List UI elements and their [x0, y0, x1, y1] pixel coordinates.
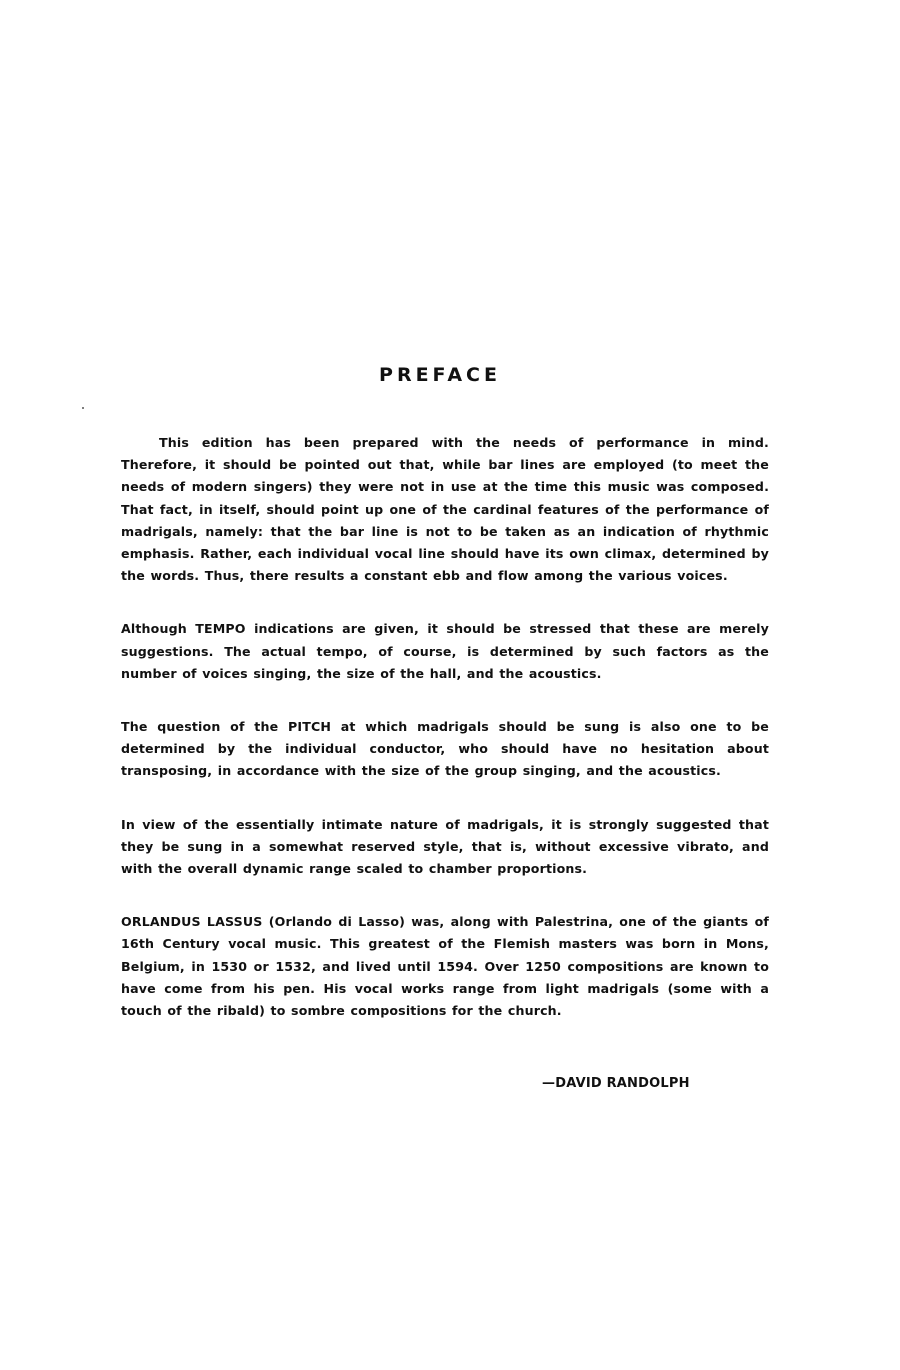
- page-title: PREFACE: [379, 364, 501, 386]
- paragraph-style: In view of the essentially intimate nature of madrigals, it is strongly suggested that they be sung in a somewhat reserved style, that is, without excessive vibrato, and with the overall dynamic range scaled to chamber proportions.: [121, 816, 769, 877]
- paragraph-lassus: ORLANDUS LASSUS (Orlando di Lasso) was, along with Palestrina, one of the giants of 16th Century vocal music. This greatest of the Flemish masters was born in Mons, Belgium, in 1530 or 1532, and lived until 1594. Over 1250 compositions are known to have come from his pen. His vocal works range from light madrigals (some with a touch of the ribald) to sombre compositions for the church.: [121, 914, 769, 1019]
- paragraph-performance: This edition has been prepared with the needs of performance in mind. Therefore, it should be pointed out that, while bar lines are employed (to meet the needs of modern singers) they were not in use at the time this music was composed. That fact, in itself, should point up one of the cardinal features of the performance of madrigals, namely: that the bar line is not to be taken as an indication of rhythmic emphasis. Rather, each individual vocal line should have its own climax, determined by the words. Thus, there results a constant ebb and flow among the various voices.: [121, 435, 769, 584]
- scan-speck: [82, 407, 84, 409]
- preface-body: [121, 432, 769, 1022]
- paragraph-pitch: The question of the PITCH at which madrigals should be sung is also one to be determined by the individual conductor, who should have no hesitation about transposing, in accordance with the size of the group singing, and the acoustics.: [121, 719, 769, 779]
- paragraph-tempo: Although TEMPO indications are given, it should be stressed that these are merely suggestions. The actual tempo, of course, is determined by such factors as the number of voices singing, the size of the hall, and the acoustics.: [121, 621, 769, 681]
- author-signature: —DAVID RANDOLPH: [542, 1076, 690, 1091]
